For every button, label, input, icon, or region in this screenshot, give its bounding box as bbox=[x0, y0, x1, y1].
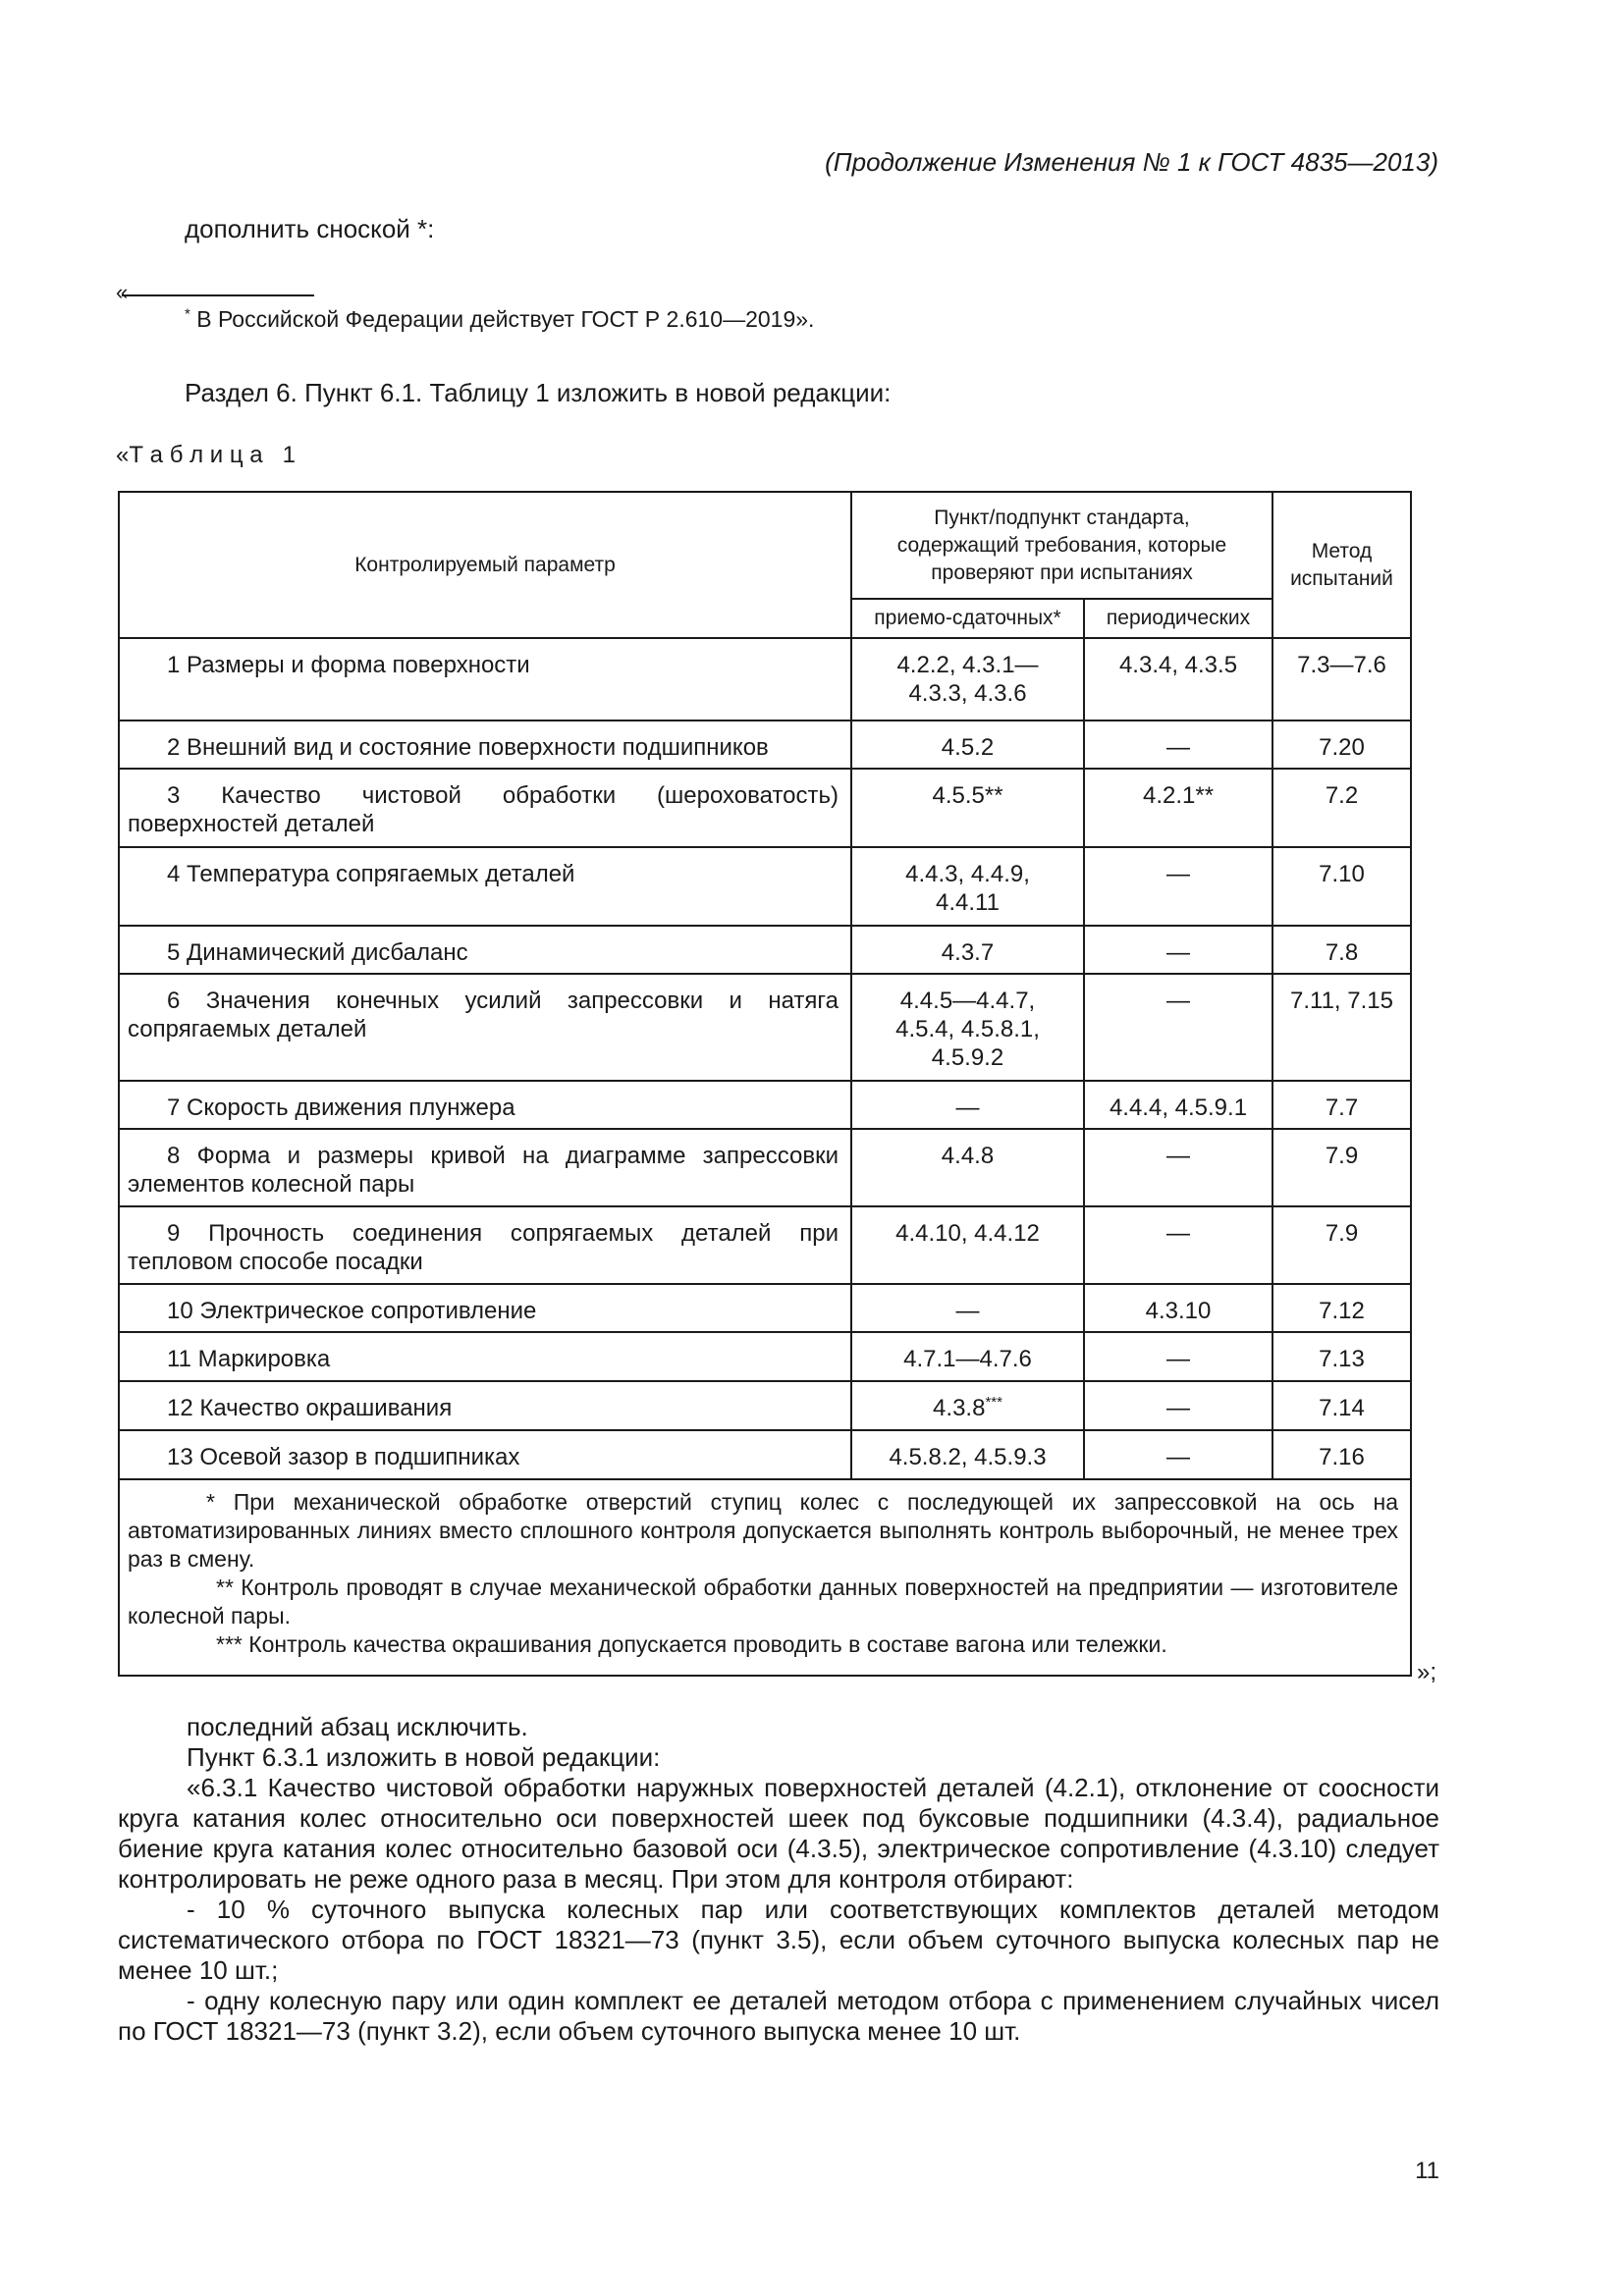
table-note: * При механической обработке отверстий ступиц колес с последующей их запрессовкой на ось на автоматизированных линиях вместо сплошного контроля допускается выполнять контроль выборочный, не менее трех раз в смену. bbox=[128, 1489, 1398, 1572]
table-row: 7 Скорость движения плунжера — 4.4.4, 4.5.9.1 7.7 bbox=[119, 1081, 1411, 1129]
table-row: 5 Динамический дисбаланс 4.3.7 — 7.8 bbox=[119, 926, 1411, 974]
footnote-rule bbox=[122, 294, 314, 296]
header-acceptance: приемо-сдаточных* bbox=[851, 599, 1084, 638]
page-number: 11 bbox=[1415, 2158, 1439, 2184]
paragraph: - 10 % суточного выпуска колесных пар или соответствующих комплектов деталей методом систематического отбора по ГОСТ 18321—73 (пункт 3.5), если объем суточного выпуска колесных пар не менее 10 шт.; bbox=[118, 1895, 1439, 1985]
paragraph: «6.3.1 Качество чистовой обработки наружных поверхностей деталей (4.2.1), отклонение от соосности круга катания колес относительно оси поверхностей шеек под буксовые подшипники (4.3.4), радиальное биение круга катания колес относительно базовой оси (4.3.5), электрическое сопротивление (4.3.10) следует контролировать не реже одного раза в месяц. При этом для контроля отбирают: bbox=[118, 1773, 1439, 1894]
table-row: 12 Качество окрашивания 4.3.8*** — 7.14 bbox=[119, 1381, 1411, 1430]
paragraph: последний абзац исключить. bbox=[187, 1712, 528, 1741]
footnote-text: В Российской Федерации действует ГОСТ Р 2.610—2019». bbox=[189, 306, 815, 332]
table-caption: «Т а б л и ц а 1 bbox=[116, 442, 296, 468]
table-row: 2 Внешний вид и состояние поверхности подшипников 4.5.2 — 7.20 bbox=[119, 721, 1411, 769]
table-row: 9 Прочность соединения сопрягаемых деталей при тепловом способе посадки 4.4.10, 4.4.12 — 7.9 bbox=[119, 1206, 1411, 1284]
table-row: 11 Маркировка 4.7.1—4.7.6 — 7.13 bbox=[119, 1332, 1411, 1381]
table-close-mark: »; bbox=[1417, 1659, 1437, 1685]
table-row: 10 Электрическое сопротивление — 4.3.10 7.12 bbox=[119, 1284, 1411, 1332]
footnote-mark: * bbox=[185, 305, 190, 323]
body-text bbox=[118, 1712, 1439, 2047]
table-notes bbox=[119, 1479, 1411, 1676]
table-row: 13 Осевой зазор в подшипниках 4.5.8.2, 4.5.9.3 — 7.16 bbox=[119, 1430, 1411, 1479]
paragraph: - одну колесную пару или один комплект ее деталей методом отбора с применением случайных чисел по ГОСТ 18321—73 (пункт 3.2), если объем суточного выпуска менее 10 шт. bbox=[118, 1986, 1439, 2046]
table-row: 3 Качество чистовой обработки (шероховатость) поверхностей деталей 4.5.5** 4.2.1** 7.2 bbox=[119, 769, 1411, 847]
header-periodic: периодических bbox=[1084, 599, 1272, 638]
table-note: *** Контроль качества окрашивания допускается проводить в составе вагона или тележки. bbox=[216, 1631, 1167, 1657]
footnote bbox=[185, 306, 814, 333]
section-line: Раздел 6. Пункт 6.1. Таблицу 1 изложить в новой редакции: bbox=[185, 378, 892, 407]
table-row: 1 Размеры и форма поверхности 4.2.2, 4.3.1— 4.3.3, 4.3.6 4.3.4, 4.3.5 7.3—7.6 bbox=[119, 638, 1411, 721]
quote-open-mark: « bbox=[116, 280, 129, 304]
header-param: Контролируемый параметр bbox=[119, 492, 851, 638]
table-row: 6 Значения конечных усилий запрессовки и натяга сопрягаемых деталей 4.4.5—4.4.7, 4.5.4, 4.5.8.1, 4.5.9.2 — 7.11, 7.15 bbox=[119, 974, 1411, 1081]
header-method: Метод испытаний bbox=[1272, 492, 1411, 638]
paragraph: Пункт 6.3.1 изложить в новой редакции: bbox=[187, 1742, 661, 1772]
table-row: 4 Температура сопрягаемых деталей 4.4.3, 4.4.9, 4.4.11 — 7.10 bbox=[119, 847, 1411, 926]
header-standard-clause: Пункт/подпункт стандарта, содержащий требования, которые проверяют при испытаниях bbox=[851, 492, 1272, 599]
requirements-table bbox=[118, 491, 1412, 1677]
continuation-header: (Продолжение Изменения № 1 к ГОСТ 4835—2013) bbox=[825, 147, 1438, 177]
table-note: ** Контроль проводят в случае механической обработки данных поверхностей на предприятии — изготовителе колесной пары. bbox=[128, 1575, 1398, 1629]
table-row: 8 Форма и размеры кривой на диаграмме запрессовки элементов колесной пары 4.4.8 — 7.9 bbox=[119, 1129, 1411, 1206]
add-footnote-line: дополнить сноской *: bbox=[185, 214, 435, 243]
